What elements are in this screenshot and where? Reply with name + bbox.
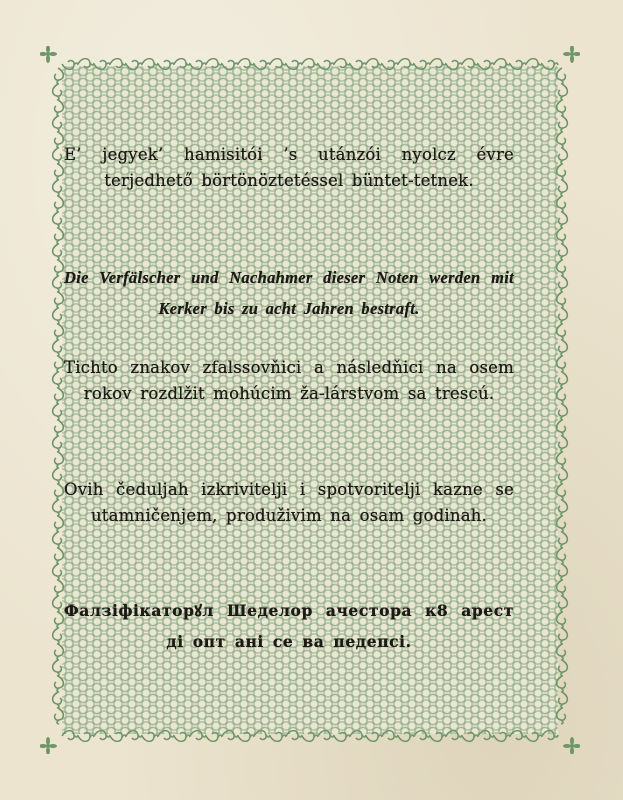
paragraph-german: Die Verfälscher und Nachahmer dieser Noten werden mit Kerker bis zu acht Jahren bestraft. bbox=[64, 268, 514, 318]
paragraph-slovak: Tichto znakov zfalssovňici a následňici na osem rokov rozdlžit mohúcim ža-lárstvom sa trescú. bbox=[64, 358, 514, 403]
paragraph-romanian-cyrillic: Фалзіфікаторꙋл Шеделор ачестора к8 арест ді опт ані се ва педепсі. bbox=[64, 601, 514, 651]
paragraph-hungarian: E’ jegyek’ hamisitói ’s utánzói nyolcz évre terjedhető börtönöztetéssel büntet-tetnek. bbox=[64, 145, 514, 190]
paragraph-croatian: Ovih čeduljah izkrivitelji i spotvoritelji kazne se utamničenjem, produživim na osam godinah. bbox=[64, 480, 514, 525]
